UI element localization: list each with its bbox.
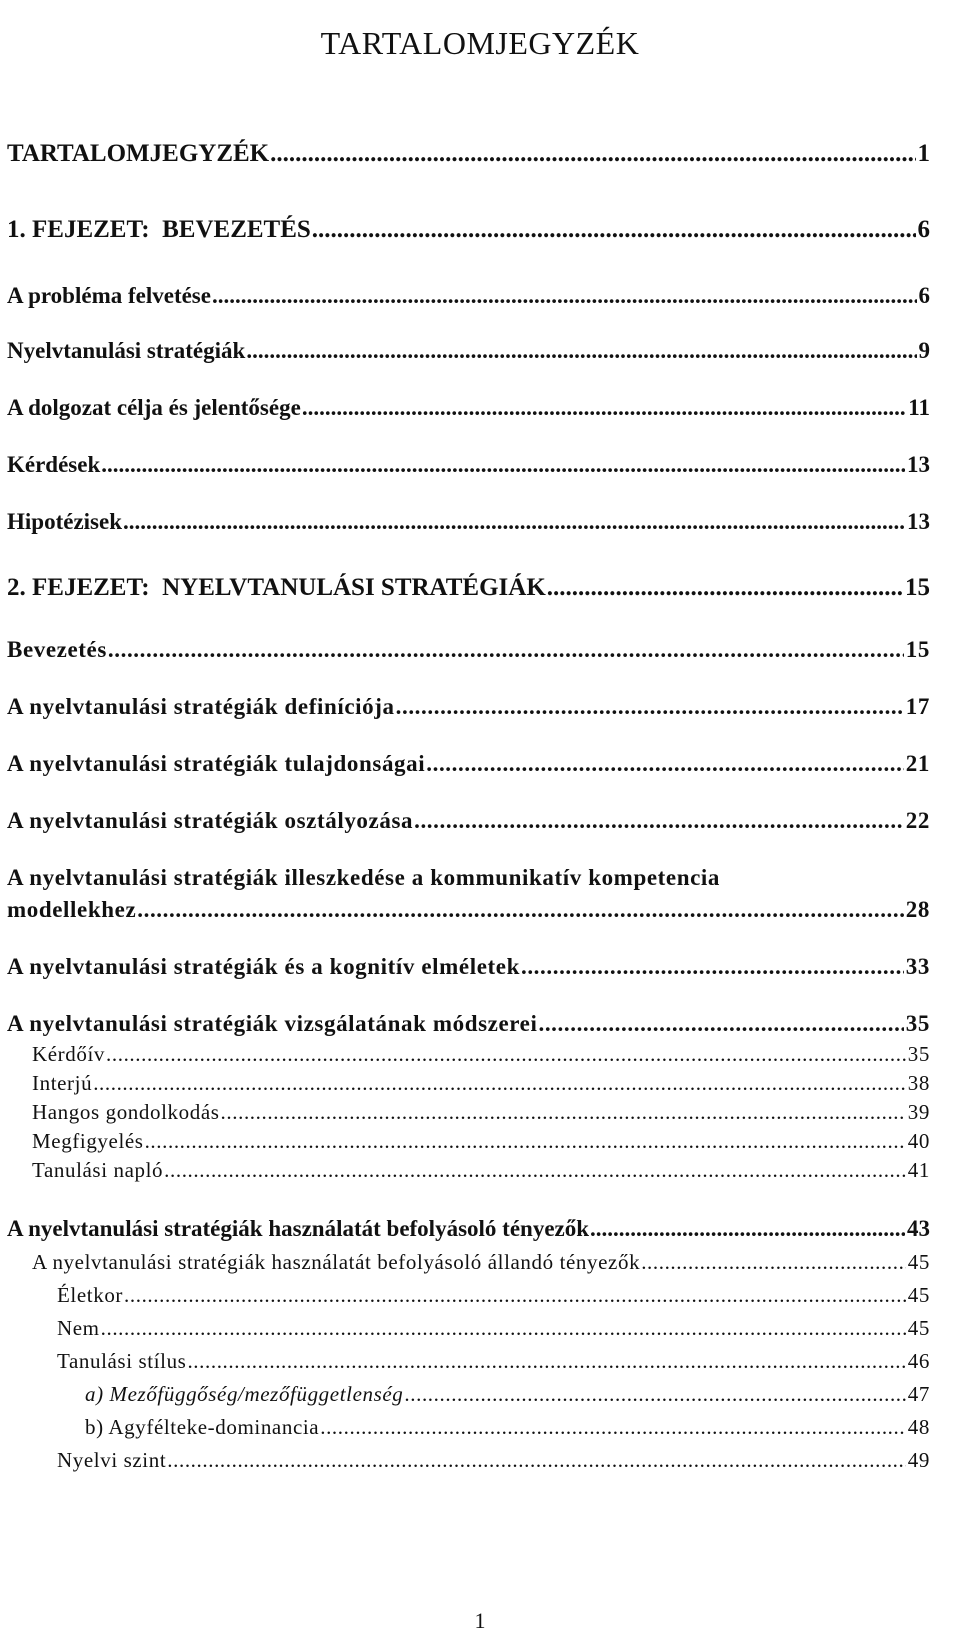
toc-entry-allando-tenyezok[interactable] — [32, 1250, 930, 1275]
dot-leader — [164, 1158, 906, 1183]
dot-leader — [101, 452, 905, 478]
toc-entry-mezofuggoseg[interactable] — [85, 1382, 930, 1407]
dot-leader — [521, 954, 904, 980]
dot-leader — [108, 637, 904, 663]
dot-leader — [123, 509, 905, 535]
toc-entry-agyfelteke[interactable] — [85, 1415, 930, 1440]
dot-leader — [641, 1250, 906, 1275]
toc-entry-label: Tanulási napló — [32, 1158, 164, 1182]
dot-leader — [320, 1415, 906, 1440]
toc-entry-label: Nyelvi szint — [57, 1448, 167, 1472]
toc-entry-page: 48 — [907, 1415, 930, 1439]
toc-entry-page: 6 — [917, 216, 930, 243]
toc-entry-label: A dolgozat célja és jelentősége — [7, 395, 301, 420]
dot-leader — [167, 1448, 906, 1473]
toc-entry-label: Tanulási stílus — [57, 1349, 187, 1373]
toc-entry-nyelvi-szint[interactable] — [57, 1448, 930, 1473]
dot-leader — [145, 1129, 906, 1154]
toc-entry-label: A nyelvtanulási stratégiák és a kognitív elméletek — [7, 954, 520, 979]
toc-entry-befolyasolo-tenyezok[interactable] — [7, 1216, 930, 1242]
toc-entry-page: 21 — [905, 751, 930, 776]
toc-entry-page: 28 — [905, 897, 930, 922]
toc-entry-label: Nyelvtanulási stratégiák — [7, 338, 246, 363]
toc-entry-label: Kérdések — [7, 452, 101, 477]
toc-entry-label: A probléma felvetése — [7, 283, 211, 308]
dot-leader — [302, 395, 906, 421]
toc-entry-dolgozat-celja[interactable] — [7, 395, 930, 421]
toc-entry-page: 46 — [907, 1349, 930, 1373]
dot-leader — [124, 1283, 906, 1308]
dot-leader — [212, 283, 917, 309]
dot-leader — [404, 1382, 905, 1407]
toc-entry-page: 13 — [907, 452, 930, 477]
toc-entry-page: 1 — [917, 140, 930, 167]
toc-entry-page: 39 — [907, 1100, 930, 1124]
toc-entry-osztalyozasa[interactable] — [7, 808, 930, 834]
toc-entry-label: Interjú — [32, 1071, 93, 1095]
dot-leader — [93, 1071, 906, 1096]
dot-leader — [590, 1216, 905, 1242]
toc-entry-tanulasi-naplo[interactable] — [32, 1158, 930, 1183]
toc-entry-page: 13 — [907, 509, 930, 534]
toc-entry-page: 15 — [905, 637, 930, 662]
toc-entry-bevezetes[interactable] — [7, 637, 930, 663]
dot-leader — [101, 1316, 906, 1341]
toc-entry-page: 22 — [905, 808, 930, 833]
toc-entry-megfigyeles[interactable] — [32, 1129, 930, 1154]
dot-leader — [187, 1349, 905, 1374]
toc-entry-page: 35 — [905, 1011, 930, 1036]
toc-entry-label: Bevezetés — [7, 637, 107, 662]
toc-entry-label: Életkor — [57, 1283, 124, 1307]
toc-entry-page: 11 — [908, 395, 930, 420]
dot-leader — [426, 751, 904, 777]
toc-entry-page: 17 — [905, 694, 930, 719]
dot-leader — [538, 1011, 903, 1037]
toc-entry-nem[interactable] — [57, 1316, 930, 1341]
toc-entry-tanulasi-stilus[interactable] — [57, 1349, 930, 1374]
toc-entry-hangos-gondolkodas[interactable] — [32, 1100, 930, 1125]
toc-entry-page: 40 — [907, 1129, 930, 1153]
toc-entry-page: 6 — [918, 283, 930, 308]
toc-entry-label: A nyelvtanulási stratégiák osztályozása — [7, 808, 414, 833]
toc-entry-label: b) Agyfélteke-dominancia — [85, 1415, 320, 1439]
toc-entry-page: 45 — [907, 1250, 930, 1274]
toc-entry-page: 45 — [907, 1316, 930, 1340]
dot-leader — [312, 216, 916, 244]
toc-entry-label: Nem — [57, 1316, 100, 1340]
toc-entry-label: A nyelvtanulási stratégiák használatát befolyásoló állandó tényezők — [32, 1250, 641, 1274]
toc-entry-page: 49 — [907, 1448, 930, 1472]
toc-entry-label: Hangos gondolkodás — [32, 1100, 220, 1124]
toc-entry-label: A nyelvtanulási stratégiák vizsgálatának módszerei — [7, 1011, 538, 1036]
dot-leader — [221, 1100, 906, 1125]
toc-entry-interju[interactable] — [32, 1071, 930, 1096]
toc-entry-illeszkedese-line1[interactable]: A nyelvtanulási stratégiák illeszkedése a kommunikatív kompetencia — [7, 865, 721, 890]
toc-entry-kerdesek[interactable] — [7, 452, 930, 478]
toc-entry-chapter-2[interactable] — [7, 574, 930, 602]
toc-entry-label: A nyelvtanulási stratégiák használatát befolyásoló tényezők — [7, 1216, 590, 1241]
dot-leader — [246, 338, 916, 364]
toc-entry-kognitiv-elmeletek[interactable] — [7, 954, 930, 980]
toc-entry-label: 2. FEJEZET: NYELVTANULÁSI STRATÉGIÁK — [7, 574, 546, 601]
toc-entry-label: TARTALOMJEGYZÉK — [7, 140, 270, 167]
toc-entry-page: 33 — [905, 954, 930, 979]
toc-entry-page: 45 — [907, 1283, 930, 1307]
dot-leader — [547, 574, 903, 602]
toc-entry-vizsgalati-modszerek[interactable] — [7, 1011, 930, 1037]
dot-leader — [106, 1042, 906, 1067]
dot-leader — [414, 808, 904, 834]
toc-entry-eletkor[interactable] — [57, 1283, 930, 1308]
toc-entry-tulajdonsagai[interactable] — [7, 751, 930, 777]
toc-entry-definicio[interactable] — [7, 694, 930, 720]
toc-entry-illeszkedese[interactable] — [7, 897, 930, 923]
toc-entry-page: 47 — [907, 1382, 930, 1406]
dot-leader — [137, 897, 904, 923]
page-number: 1 — [474, 1608, 486, 1633]
toc-entry-label: A nyelvtanulási stratégiák tulajdonságai — [7, 751, 426, 776]
toc-entry-page: 38 — [907, 1071, 930, 1095]
toc-entry-page: 41 — [907, 1158, 930, 1182]
toc-entry-label: a) Mezőfüggőség/mezőfüggetlenség — [85, 1382, 404, 1406]
toc-entry-label: Hipotézisek — [7, 509, 122, 534]
toc-entry-page: 9 — [918, 338, 930, 363]
toc-entry-page: 35 — [907, 1042, 930, 1066]
toc-entry-page: 43 — [907, 1216, 930, 1241]
toc-entry-page: 15 — [905, 574, 930, 601]
toc-entry-label: Kérdőív — [32, 1042, 106, 1066]
toc-entry-label: Megfigyelés — [32, 1129, 144, 1153]
toc-entry-label: modellekhez — [7, 897, 137, 922]
toc-entry-label: 1. FEJEZET: BEVEZETÉS — [7, 216, 311, 243]
toc-entry-nyelvtanulasi-strategiak[interactable] — [7, 338, 930, 364]
toc-entry-tartalomjegyzek[interactable] — [7, 140, 930, 168]
toc-entry-problema[interactable] — [7, 283, 930, 309]
dot-leader — [396, 694, 904, 720]
page-title: TARTALOMJEGYZÉK — [320, 25, 640, 62]
toc-entry-chapter-1[interactable] — [7, 216, 930, 244]
toc-entry-hipotezisek[interactable] — [7, 509, 930, 535]
dot-leader — [270, 140, 915, 168]
toc-entry-kerdoiv[interactable] — [32, 1042, 930, 1067]
toc-entry-label: A nyelvtanulási stratégiák definíciója — [7, 694, 395, 719]
